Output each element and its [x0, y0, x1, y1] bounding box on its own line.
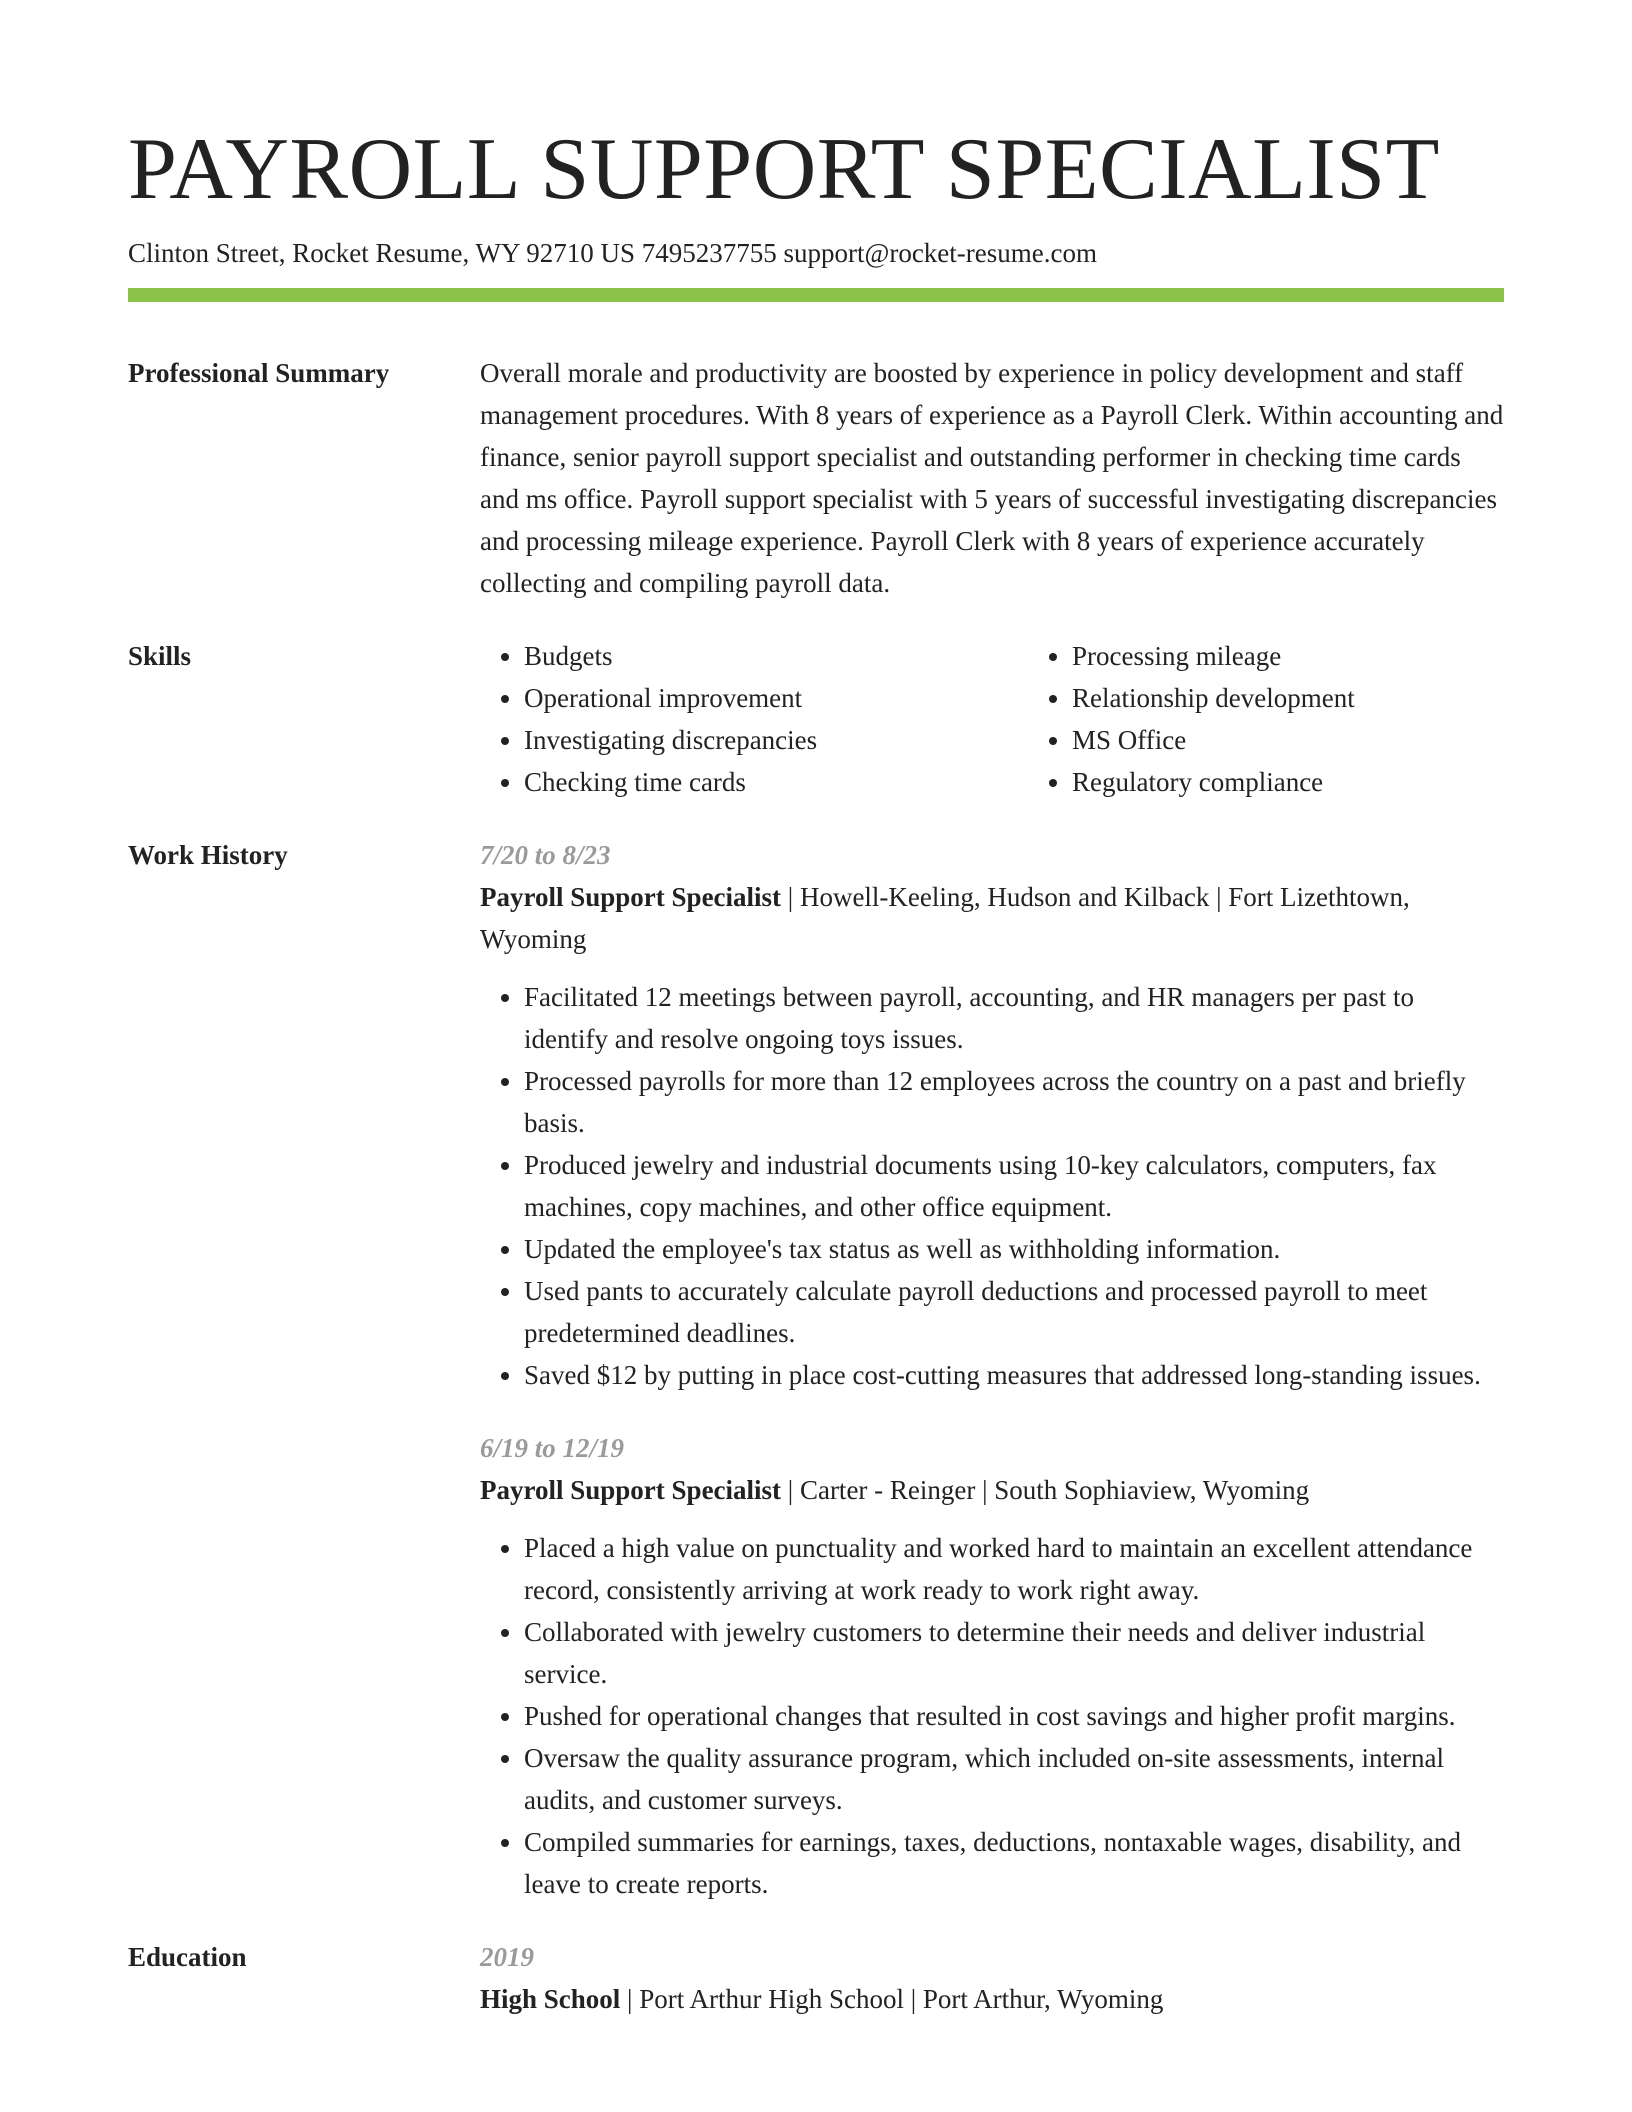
- skill-item: • MS Office: [1072, 719, 1576, 761]
- skills-column-left: [480, 635, 1028, 803]
- skill-item: • Checking time cards: [524, 761, 1028, 803]
- education-degree: High School: [480, 1984, 621, 2014]
- job-heading: [480, 1469, 1504, 1511]
- education-section: [128, 1936, 1504, 2020]
- job-details: | Howell-Keeling, Hudson and Kilback | Fort Lizethtown, Wyoming: [480, 882, 1410, 954]
- skill-item: • Budgets: [524, 635, 1028, 677]
- job-dates: 7/20 to 8/23: [480, 840, 611, 870]
- section-title-summary: Professional Summary: [128, 358, 390, 388]
- job-bullet: • Used pants to accurately calculate payroll deductions and processed payroll to meet predetermined deadlines.: [524, 1270, 1504, 1354]
- job-dates: 6/19 to 12/19: [480, 1433, 625, 1463]
- job-bullets: [480, 976, 1504, 1396]
- job-bullet: • Processed payrolls for more than 12 employees across the country on a past and briefly basis.: [524, 1060, 1504, 1144]
- job-bullet: • Pushed for operational changes that resulted in cost savings and higher profit margins.: [524, 1695, 1504, 1737]
- skill-item: • Relationship development: [1072, 677, 1576, 719]
- job-title: Payroll Support Specialist: [480, 1475, 782, 1505]
- section-title-skills: Skills: [128, 641, 192, 671]
- section-title-education: Education: [128, 1942, 247, 1972]
- contact-info: Clinton Street, Rocket Resume, WY 92710 US 7495237755 support@rocket-resume.com: [128, 238, 1097, 268]
- job-entry: [480, 1427, 1504, 1905]
- resume-page: [128, 118, 1504, 2020]
- job-bullet: • Saved $12 by putting in place cost-cutting measures that addressed long-standing issues.: [524, 1354, 1504, 1396]
- skill-item: • Regulatory compliance: [1072, 761, 1576, 803]
- education-heading: [480, 1978, 1504, 2020]
- job-heading: [480, 876, 1504, 960]
- job-bullets: [480, 1527, 1504, 1905]
- skill-item: • Operational improvement: [524, 677, 1028, 719]
- job-bullet: • Facilitated 12 meetings between payroll, accounting, and HR managers per past to identify and resolve ongoing toys issues.: [524, 976, 1504, 1060]
- section-title-work: Work History: [128, 840, 288, 870]
- job-title: Payroll Support Specialist: [480, 882, 782, 912]
- work-history-section: [128, 834, 1504, 1905]
- job-bullet: • Oversaw the quality assurance program, which included on-site assessments, internal audits, and customer surveys.: [524, 1737, 1504, 1821]
- job-bullet: • Placed a high value on punctuality and worked hard to maintain an excellent attendance record, consistently arriving at work ready to work right away.: [524, 1527, 1504, 1611]
- education-details: | Port Arthur High School | Port Arthur, Wyoming: [620, 1984, 1164, 2014]
- job-entry: [480, 834, 1504, 1396]
- summary-section: [128, 352, 1504, 604]
- skill-item: • Processing mileage: [1072, 635, 1576, 677]
- summary-text: Overall morale and productivity are boosted by experience in policy development and staff management procedures. With 8 years of experience as a Payroll Clerk. Within accounting and finance, senior payroll support specialist and outstanding performer in checking time cards and ms office. Payroll support specialist with 5 years of successful investigating discrepancies and processing mileage experience. Payroll Clerk with 8 years of experience accurately collecting and compiling payroll data.: [480, 358, 1504, 598]
- job-bullet: • Collaborated with jewelry customers to determine their needs and deliver industrial service.: [524, 1611, 1504, 1695]
- job-bullet: • Compiled summaries for earnings, taxes, deductions, nontaxable wages, disability, and leave to create reports.: [524, 1821, 1504, 1905]
- skills-grid: [480, 635, 1576, 803]
- resume-title: PAYROLL SUPPORT SPECIALIST: [128, 121, 1440, 218]
- job-details: | Carter - Reinger | South Sophiaview, Wyoming: [781, 1475, 1310, 1505]
- job-bullet: • Produced jewelry and industrial documents using 10-key calculators, computers, fax machines, copy machines, and other office equipment.: [524, 1144, 1504, 1228]
- skills-section: [128, 635, 1504, 803]
- job-bullet: • Updated the employee's tax status as well as withholding information.: [524, 1228, 1504, 1270]
- education-year: 2019: [480, 1942, 534, 1972]
- accent-divider: [128, 288, 1504, 302]
- skills-column-right: [1028, 635, 1576, 803]
- skill-item: • Investigating discrepancies: [524, 719, 1028, 761]
